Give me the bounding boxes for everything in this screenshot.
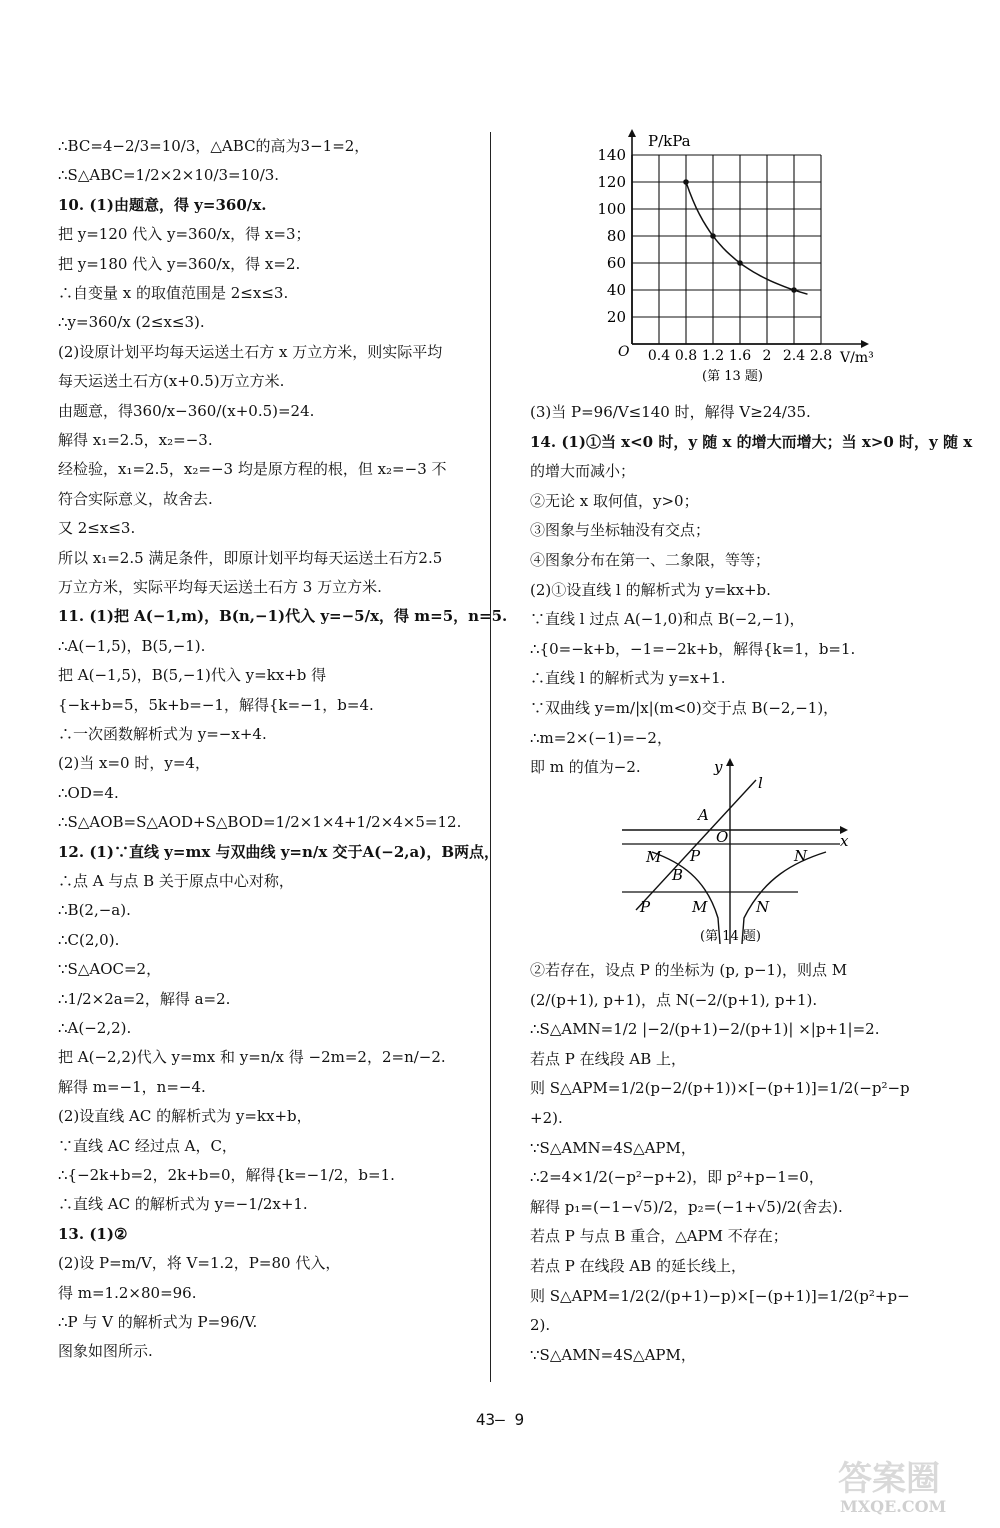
right-b-line: ②若存在，设点 P 的坐标为 (p, p−1)，则点 M [530,961,848,979]
fig13-ylabel: P/kPa [648,132,691,150]
left-line: 13. (1)② [58,1224,128,1243]
right-a-line: ∴{0=−k+b，−1=−2k+b，解得{k=1，b=1. [530,639,856,658]
fig13-ytick-label: 140 [597,146,626,164]
watermark-text2: MXQE.COM [840,1497,947,1516]
right-a-line: ∴直线 l 的解析式为 y=x+1. [530,669,726,688]
fig13-curve [683,179,807,294]
left-line: ∴点 A 与点 B 关于原点中心对称， [58,872,294,890]
fig13-x-arrow [861,340,869,348]
left-line: ∴C(2,0). [58,930,120,949]
fig13-point [710,233,716,239]
fig14-label-M2: M [692,898,708,916]
left-line: 把 y=120 代入 y=360/x，得 x=3； [58,225,311,244]
left-line: ∴OD=4. [58,783,119,802]
fig14-label-P2: P [640,898,651,916]
fig14-label-A: A [698,806,709,824]
left-line: 把 A(−2,2)代入 y=mx 和 y=n/x 得 −2m=2，2=n/−2. [58,1048,446,1067]
left-line: 每天运送土石方(x+0.5)万立方米. [58,372,285,391]
left-line: (2)设 P=m/V，将 V=1.2，P=80 代入， [58,1254,341,1273]
fig13-xlabel: V/m³ [840,350,874,366]
fig13-xtick-label: 2.4 [782,348,806,364]
left-line: 图象如图所示. [58,1342,153,1361]
fig13-xtick-label: 2.8 [809,348,833,364]
page-number: 43— 9 [475,1410,525,1429]
fig13-yticks [597,146,626,326]
right-b-line: ∵S△AMN=4S△APM， [530,1345,696,1364]
fig13-ytick-label: 60 [606,254,626,272]
left-line: ∴P 与 V 的解析式为 P=96/V. [58,1313,258,1331]
fig13-xtick-label: 2 [762,348,772,364]
left-line: ∴A(−1,5)，B(5,−1). [58,636,206,655]
fig13-point [683,179,689,185]
left-line: 符合实际意义，故舍去. [58,489,213,508]
fig14-y-arrow [726,758,734,766]
left-line: ∴直线 AC 的解析式为 y=−1/2x+1. [58,1195,308,1214]
right-b-line: 若点 P 在线段 AB 上， [530,1049,687,1068]
right-a-line: 的增大而减小； [530,462,636,481]
right-b-line: +2). [530,1109,563,1127]
left-line: 12. (1)∵直线 y=mx 与双曲线 y=n/x 交于A(−2,a)，B两点， [58,842,500,861]
left-line: 11. (1)把 A(−1,m)，B(n,−1)代入 y=−5/x，得 m=5，n=5. [58,607,508,626]
right-b-line: ∴2=4×1/2(−p²−p+2)，即 p²+p−1=0， [530,1168,824,1187]
fig13-xtick-label: 0.8 [674,348,698,364]
fig13-axes [632,135,861,344]
left-line: ∵S△AOC=2， [58,960,162,979]
left-line: ∴{−2k+b=2，2k+b=0，解得{k=−1/2，b=1. [58,1166,395,1184]
right-a-line: (2)①设直线 l 的解析式为 y=kx+b. [530,580,771,599]
right-b-line: 则 S△APM=1/2(p−2/(p+1))×[−(p+1)]=1/2(−p²−p [530,1079,910,1098]
left-line: 把 A(−1,5)，B(5,−1)代入 y=kx+b 得 [58,666,327,685]
fig13-grid [628,129,869,348]
right-a-line: ③图象与坐标轴没有交点； [530,521,711,540]
fig13-point [791,287,797,293]
left-line: ∴B(2,−a). [58,901,131,920]
fig14-label-N2: N [756,898,770,916]
left-line: 所以 x₁=2.5 满足条件，即原计划平均每天运送土石方2.5 [58,548,443,567]
fig13-ytick-label: 120 [597,173,626,191]
left-line: ∴y=360/x (2≤x≤3). [58,313,205,332]
right-b-line: (2/(p+1), p+1)，点 N(−2/(p+1), p+1). [530,990,818,1009]
left-line: 经检验，x₁=2.5，x₂=−3 均是原方程的根，但 x₂=−3 不 [58,460,447,479]
watermark-logo [832,1454,982,1516]
fig14-label-B: B [672,866,684,884]
right-a-line: ②无论 x 取何值，y>0； [530,491,699,510]
fig14-label-y: y [714,758,723,776]
watermark-text1: 答案圈 [838,1459,940,1499]
left-line: (2)当 x=0 时，y=4， [58,754,210,773]
fig13-xtick-label: 1.2 [701,348,725,364]
left-line: ∴S△AOB=S△AOD+S△BOD=1/2×1×4+1/2×4×5=12. [58,813,462,832]
left-line: ∴1/2×2a=2，解得 a=2. [58,989,231,1008]
fig13-ytick-label: 40 [606,281,626,299]
left-line: ∴自变量 x 的取值范围是 2≤x≤3. [58,284,289,302]
right-b-line: 则 S△APM=1/2(2/(p+1)−p)×[−(p+1)]=1/2(p²+p− [530,1286,910,1305]
column-divider [490,132,491,1382]
left-line: ∴一次函数解析式为 y=−x+4. [58,725,267,743]
right-b-line: 若点 P 在线段 AB 的延长线上， [530,1257,747,1275]
fig13-xtick-label: 0.4 [647,348,671,364]
figure-13-chart [590,128,900,390]
fig13-xticks [648,348,832,364]
right-b-line: ∴S△AMN=1/2 |−2/(p+1)−2/(p+1)| ×|p+1|=2. [530,1020,880,1039]
fig13-xtick-label: 1.6 [728,348,752,364]
right-a-line: ∵直线 l 过点 A(−1,0)和点 B(−2,−1)， [530,610,805,629]
right-a-line: ④图象分布在第一、二象限，等等； [530,551,771,569]
left-line: ∴S△ABC=1/2×2×10/3=10/3. [58,166,280,185]
left-line: 把 y=180 代入 y=360/x，得 x=2. [58,254,301,273]
fig13-y-arrow [628,129,636,137]
fig14-label-P1: P [690,847,701,865]
right-a-line: (3)当 P=96/V≤140 时，解得 V≥24/35. [530,403,811,421]
right-b-line: 解得 p₁=(−1−√5)/2，p₂=(−1+√5)/2(舍去). [530,1197,843,1216]
fig13-curve-path [686,182,808,294]
fig14-label-N1: N [794,847,808,865]
left-line: 解得 x₁=2.5，x₂=−3. [58,431,213,449]
fig14-label-O: O [716,828,729,846]
left-line: (2)设原计划平均每天运送土石方 x 万立方米，则实际平均 [58,342,443,361]
fig14-line-l [636,780,756,910]
fig14-label-l: l [758,774,763,792]
fig14-caption: (第 14 题) [700,929,761,944]
fig14-label-x: x [840,832,849,850]
left-line: 解得 m=−1，n=−4. [58,1077,206,1096]
right-b-line: ∵S△AMN=4S△APM， [530,1138,696,1157]
left-line: 又 2≤x≤3. [58,519,136,538]
left-line: ∴A(−2,2). [58,1019,132,1037]
right-a-line: ∴m=2×(−1)=−2， [530,728,672,747]
right-a-line: 即 m 的值为−2. [530,758,641,777]
left-line: ∵直线 AC 经过点 A，C， [58,1136,237,1155]
left-line: 由题意，得360/x−360/(x+0.5)=24. [58,401,315,420]
left-line: ∴BC=4−2/3=10/3，△ABC的高为3−1=2， [58,137,370,155]
fig13-point [737,260,743,266]
left-line: 得 m=1.2×80=96. [58,1283,197,1302]
left-line: {−k+b=5，5k+b=−1，解得{k=−1，b=4. [58,695,374,714]
fig13-ytick-label: 20 [606,308,626,326]
figure-14-diagram [618,758,850,948]
fig14-label-M1: M [646,848,662,866]
fig13-ytick-label: 100 [597,200,626,218]
fig13-caption: (第 13 题) [702,369,763,384]
fig13-ytick-label: 80 [606,227,626,245]
left-line: (2)设直线 AC 的解析式为 y=kx+b， [58,1107,312,1126]
right-a-line: 14. (1)①当 x<0 时，y 随 x 的增大而增大；当 x>0 时，y 随 x [530,432,973,451]
left-line: 10. (1)由题意，得 y=360/x. [58,195,267,214]
left-line: 万立方米，实际平均每天运送土石方 3 万立方米. [58,578,382,596]
right-b-line: 若点 P 与点 B 重合，△APM 不存在； [530,1227,788,1246]
right-b-line: 2). [530,1316,551,1335]
fig13-origin: O [618,344,630,360]
right-a-line: ∵双曲线 y=m/|x|(m<0)交于点 B(−2,−1)， [530,699,839,717]
